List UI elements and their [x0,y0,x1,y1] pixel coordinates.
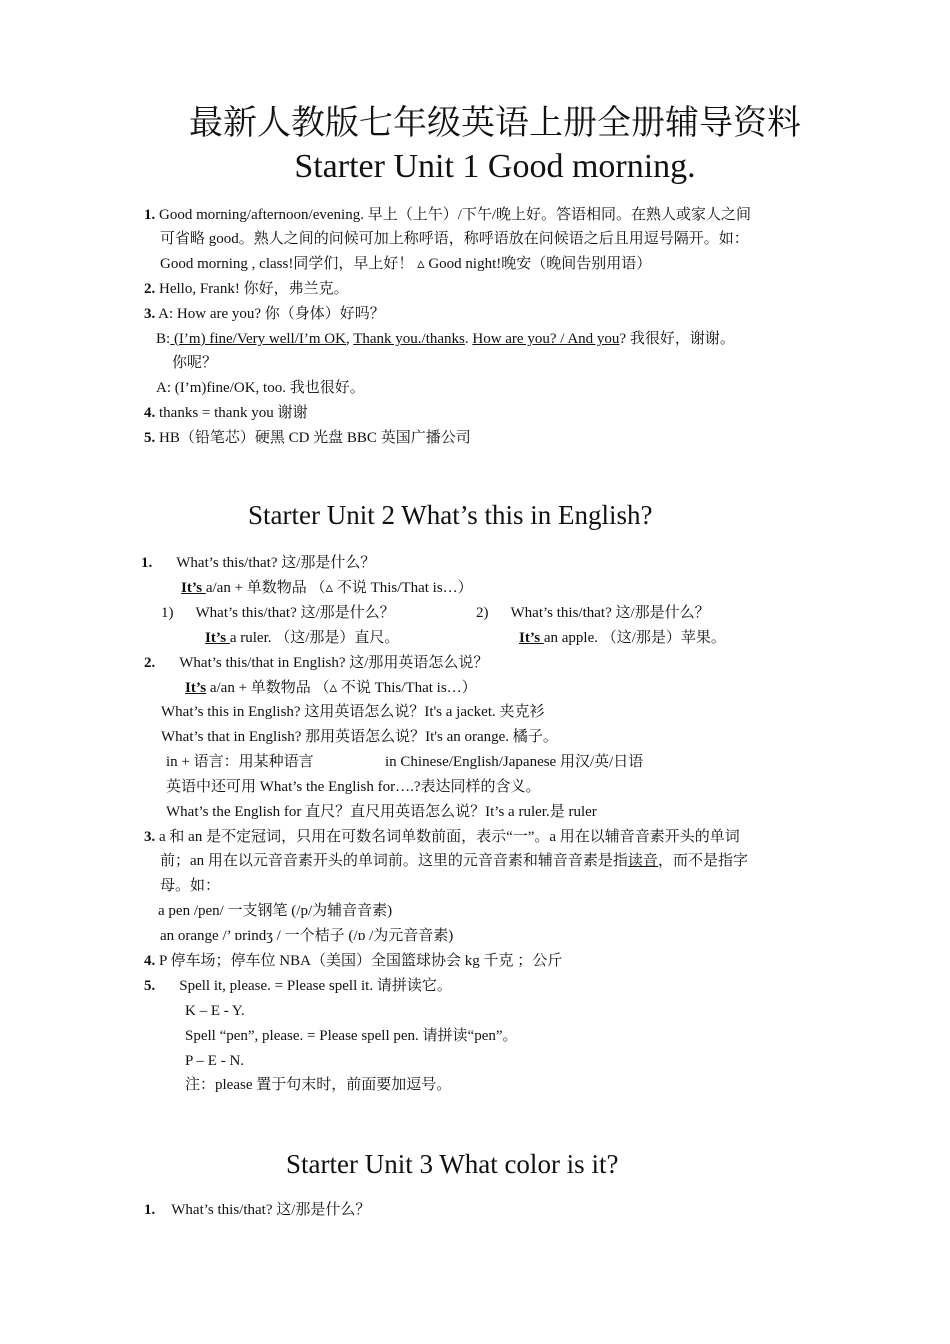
item-continuation: 可省略 good。熟人之间的问候可加上称呼语，称呼语放在问候语之后且用逗号隔开。如： [160,231,749,247]
spelling-line: K – E - Y. [185,1003,245,1019]
example-an-orange: an orange /’ ɒrindʒ / 一个桔子 (/ɒ /为元音音素) [160,928,454,944]
underlined-answer: Thank you./thanks [353,331,465,347]
item-text: Good morning/afternoon/evening. 早上（上午）/下午/晚上好。答语相同。在熟人或家人之间 [155,207,752,223]
example-jacket: What’s this in English? 这用英语怎么说？It's a jacket. 夹克衫 [161,704,545,720]
example-orange: What’s that in English? 那用英语怎么说？It's an orange. 橘子。 [161,729,558,745]
sub-item: 1) What’s this/that? 这/那是什么？ [161,605,395,621]
item-continuation: Good morning , class!同学们，早上好！ ▵ Good night!晚安（晚间告别用语） [160,256,652,272]
example-ruler: It’s a ruler. （这/那是）直尺。 [205,630,400,646]
item-text: a 和 an 是不定冠词，只用在可数名词单数前面，表示“一”。a 用在以辅音音素开头的单词 [155,829,740,845]
item-text: Spell it, please. = Please spell it. 请拼读它。 [179,978,452,994]
list-item [144,976,452,996]
item-number: 4. [144,405,156,421]
its-pattern: It’s [181,580,206,596]
list-item [144,403,307,423]
list-item [144,304,385,324]
item-text: P 停车场；停车位 NBA（美国）全国篮球协会 kg 千克 ；公斤 [155,953,563,969]
item-text: A: How are you? 你（身体）好吗？ [155,306,385,322]
sub-number: 2) [476,605,489,621]
item-number: 2. [144,655,156,671]
example-pen: a pen /pen/ 一支钢笔 (/p/为辅音音素) [158,903,393,919]
item-text: What’s this/that? 这/那是什么？ [176,555,376,571]
item-number: 5. [144,430,156,446]
note-line: 英语中还可用 What’s the English for….?表达同样的含义。 [166,779,541,795]
list-item [144,827,740,847]
dialogue-a-line: A: (I’m)fine/OK, too. 我也很好。 [156,380,365,396]
item-text: What’s this/that? 这/那是什么？ [171,1202,371,1218]
sub-item: 2) What’s this/that? 这/那是什么？ [476,605,710,621]
note-line: 注：please 置于句末时，前面要加逗号。 [185,1077,452,1093]
list-item [144,951,562,971]
its-pattern: It’s [185,680,207,696]
item-number: 1. [144,207,156,223]
underlined-word: 读音 [627,853,658,869]
spelling-line: P – E - N. [185,1053,245,1069]
item-text: HB（铅笔芯）硬黑 CD 光盘 BBC 英国广播公司 [155,430,471,446]
unit2-heading: Starter Unit 2 What’s this in English? [248,500,653,530]
list-item [144,1200,370,1220]
list-item [144,279,349,299]
item-continuation: 前；an 用在以元音音素开头的单词前。这里的元音音素和辅音音素是指读音，而不是指字 [160,853,748,869]
note-line: What’s the English for 直尺？直尺用英语怎么说？It’s a ruler.是 ruler [166,804,597,820]
sub-number: 1) [161,605,174,621]
in-language-rule: in + 语言：用某种语言 [166,754,314,770]
item-number: 1. [141,555,153,571]
item-number: 3. [144,829,156,845]
item-text: thanks = thank you 谢谢 [155,405,308,421]
item-number: 4. [144,953,156,969]
item-number: 1. [144,1202,156,1218]
spelling-line: Spell “pen”, please. = Please spell pen. 请拼读“pen”。 [185,1028,518,1044]
pattern-line: It’s a/an + 单数物品 （▵ 不说 This/That is…） [181,580,473,596]
list-item [144,205,751,225]
list-item [144,428,471,448]
item-continuation: 母。如： [160,878,221,894]
unit3-heading: Starter Unit 3 What color is it? [286,1149,619,1179]
document-title-chinese: 最新人教版七年级英语上册全册辅导资料 [189,105,801,142]
dialogue-b-line: B: (I’m) fine/Very well/I’m OK, Thank you./thanks. How are you? / And you? 我很好，谢谢。 [156,331,735,347]
list-item [144,653,488,673]
unit1-heading: Starter Unit 1 Good morning. [294,148,696,185]
item-number: 2. [144,281,156,297]
item-number: 5. [144,978,156,994]
item-number: 3. [144,306,156,322]
item-text: Hello, Frank! 你好，弗兰克。 [155,281,349,297]
underlined-answer: (I’m) fine/Very well/I’m OK [170,331,346,347]
item-continuation: 你呢？ [172,355,218,371]
example-apple: It’s an apple. （这/那是）苹果。 [519,630,726,646]
pattern-line: It’s a/an + 单数物品 （▵ 不说 This/That is…） [185,680,477,696]
in-language-example: in Chinese/English/Japanese 用汉/英/日语 [385,754,644,770]
item-text: What’s this/that in English? 这/那用英语怎么说？ [179,655,489,671]
list-item [141,553,375,573]
underlined-answer: How are you? / And you [472,331,620,347]
